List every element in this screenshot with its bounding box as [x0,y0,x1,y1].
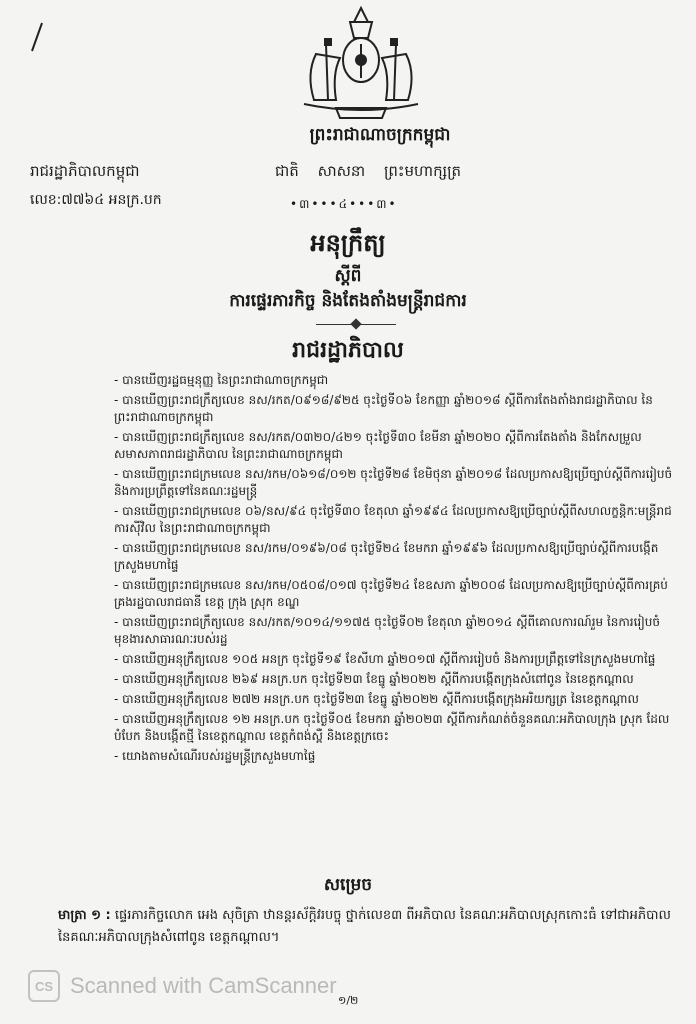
authority-heading: រាជរដ្ឋាភិបាល [292,337,404,363]
document-type: អនុក្រឹត្យ [310,228,386,257]
divider-ornament [350,318,361,329]
camscanner-logo-icon: CS [28,970,60,1002]
document-subject: ការផ្ទេរភារកិច្ច និងតែងតាំងមន្ត្រីរាជការ [229,291,467,311]
national-motto: ជាតិ សាសនា ព្រះមហាក្សត្រ [275,162,462,180]
preamble-clause: - បានឃើញព្រះរាជក្រឹត្យលេខ នស/រកត/១០១៤/១១៧៥ ចុះថ្ងៃទី០២ ខែតុលា ឆ្នាំ២០១៤ ស្តីពីគោលការណ៍រួម នៃការរៀបចំមុខងារសាធារណៈរបស់រដ្ឋ [114,614,674,648]
preamble-clause: - បានឃើញព្រះរាជក្រមលេខ នស/រកម/០៥០៨/០១៧ ចុះថ្ងៃទី២៤ ខែឧសភា ឆ្នាំ២០០៨ ដែលប្រកាសឱ្យប្រើច្បាប់ស្តីពីការគ្រប់គ្រងរដ្ឋបាលរាជធានី ខេត្ត ក្រុង ស្រុក ខណ្ឌ [114,577,674,611]
reference-number: លេខ:៧៧៦៤ អនក្រ.បក [30,192,162,208]
article-label: មាត្រា ១ : [58,908,111,923]
page-number: ១/២ [338,994,359,1007]
preamble-clause: - បានឃើញអនុក្រឹត្យលេខ ២៦៩ អនក្រ.បក ចុះថ្ងៃទី២៣ ខែធ្នូ ឆ្នាំ២០២២ ស្តីពីការបង្កើតក្រុងសំពៅពូន នៃខេត្តកណ្តាល [114,671,674,688]
preamble-clause: - បានឃើញរដ្ឋធម្មនុញ្ញ នៃព្រះរាជាណាចក្រកម្ពុជា [114,372,674,389]
article-text: ផ្ទេរភារកិច្ចលោក អេង សុចិត្រា ឋានន្តរស័ក្តិវរបច្ចុ ថ្នាក់លេខ៣ ពីអភិបាល នៃគណៈអភិបាលស្រុកកោះធំ ទៅជាអភិបាល នៃគណៈអភិបាលក្រុងសំពៅពូន ខេត្តកណ្តាល។ [58,908,671,945]
kingdom-title: ព្រះរាជាណាចក្រកម្ពុជា [309,125,451,145]
preamble-clause: - បានឃើញព្រះរាជក្រឹត្យលេខ នស/រកត/០៣២០/៤២១ ចុះថ្ងៃទី៣០ ខែមីនា ឆ្នាំ២០២០ ស្តីពីការតែងតាំង និងកែសម្រួលសមាសភាពរាជរដ្ឋាភិបាល នៃព្រះរាជាណាចក្រកម្ពុជា [114,429,674,463]
decision-heading: សម្រេច [323,875,373,895]
preamble-clause: - បានឃើញព្រះរាជក្រមលេខ ០៦/នស/៩៤ ចុះថ្ងៃទី៣០ ខែតុលា ឆ្នាំ១៩៩៤ ដែលប្រកាសឱ្យប្រើច្បាប់ស្តីពីសហលក្ខន្តិកៈមន្ត្រីរាជការស៊ីវិល នៃព្រះរាជាណាចក្រកម្ពុជា [114,503,674,537]
preamble-clause: - បានឃើញអនុក្រឹត្យលេខ ១២ អនក្រ.បក ចុះថ្ងៃទី០៥ ខែមករា ឆ្នាំ២០២៣ ស្តីពីការកំណត់ចំនួនគណៈអភិបាលក្រុង ស្រុក ដែលបំបែក និងបង្កើតថ្មី នៃខេត្តកណ្តាល ខេត្តកំពង់ស្ពឺ និងខេត្តក្រចេះ [114,711,674,745]
preamble-clause: - បានឃើញព្រះរាជក្រមលេខ នស/រកម/០៦១៨/០១២ ចុះថ្ងៃទី២៨ ខែមិថុនា ឆ្នាំ២០១៨ ដែលប្រកាសឱ្យប្រើច្បាប់ស្តីពីការរៀបចំ និងការប្រព្រឹត្តទៅនៃគណៈរដ្ឋមន្ត្រី [114,466,674,500]
issuing-body: រាជរដ្ឋាភិបាលកម្ពុជា [30,162,140,180]
preamble-clause: - បានឃើញព្រះរាជក្រឹត្យលេខ នស/រកត/០៩១៨/៩២៥ ចុះថ្ងៃទី០៦ ខែកញ្ញា ឆ្នាំ២០១៨ ស្តីពីការតែងតាំងរាជរដ្ឋាភិបាល នៃព្រះរាជាណាចក្រកម្ពុជា [114,392,674,426]
article-1 [58,905,678,949]
camscanner-text: Scanned with CamScanner [70,973,337,998]
header-ornament: •៣•••៤•••៣• [290,197,398,211]
preamble-clauses [114,372,674,768]
preamble-clause: - បានឃើញព្រះរាជក្រមលេខ នស/រកម/០១៩៦/០៨ ចុះថ្ងៃទី២៤ ខែមករា ឆ្នាំ១៩៩៦ ដែលប្រកាសឱ្យប្រើច្បាប់ស្តីពីការបង្កើតក្រសួងមហាផ្ទៃ [114,540,674,574]
royal-coat-of-arms-emblem [296,4,426,122]
about-label: ស្តីពី [334,266,362,286]
preamble-clause: - យោងតាមសំណើរបស់រដ្ឋមន្ត្រីក្រសួងមហាផ្ទៃ [114,748,674,765]
preamble-clause: - បានឃើញអនុក្រឹត្យលេខ ២៧២ អនក្រ.បក ចុះថ្ងៃទី២៣ ខែធ្នូ ឆ្នាំ២០២២ ស្តីពីការបង្កើតក្រុងអរិយក្សត្រ នៃខេត្តកណ្តាល [114,691,674,708]
preamble-clause: - បានឃើញអនុក្រឹត្យលេខ ១០៥ អនក្រ ចុះថ្ងៃទី១៩ ខែសីហា ឆ្នាំ២០១៧ ស្តីពីការរៀបចំ និងការប្រព្រឹត្តទៅនៃក្រសួងមហាផ្ទៃ [114,651,674,668]
camscanner-watermark [28,970,337,1002]
pen-mark [30,22,44,52]
